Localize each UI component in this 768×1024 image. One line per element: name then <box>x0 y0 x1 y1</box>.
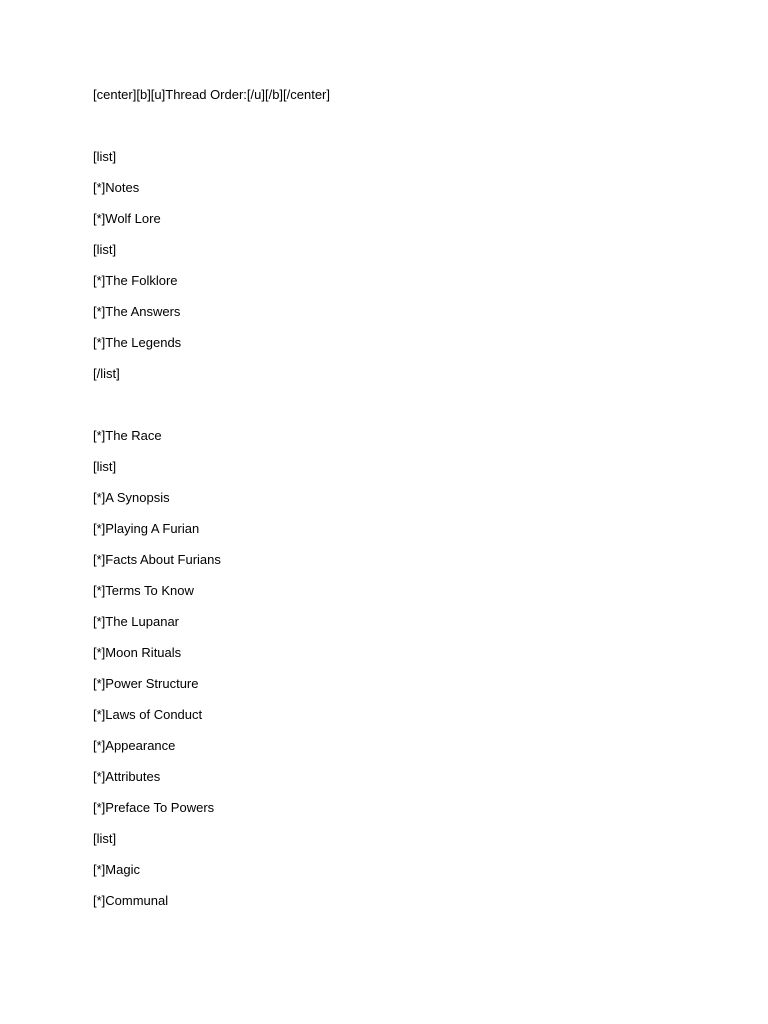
list-item-facts-about-furians: [*]Facts About Furians <box>93 552 221 567</box>
list-item-wolf-lore: [*]Wolf Lore <box>93 211 161 226</box>
list-item-the-folklore: [*]The Folklore <box>93 273 178 288</box>
list-item-the-legends: [*]The Legends <box>93 335 182 350</box>
list-open-tag: [list] <box>93 149 117 164</box>
list-item-appearance: [*]Appearance <box>93 738 176 753</box>
blank-line <box>93 117 693 135</box>
list-item-laws-of-conduct: [*]Laws of Conduct <box>93 707 203 722</box>
list-item-terms-to-know: [*]Terms To Know <box>93 583 194 598</box>
list-item-the-lupanar: [*]The Lupanar <box>93 614 180 629</box>
list-item-the-race: [*]The Race <box>93 428 162 443</box>
list-open-tag: [list] <box>93 831 117 846</box>
list-item-communal: [*]Communal <box>93 893 169 908</box>
list-close-tag: [/list] <box>93 366 120 381</box>
list-item-notes: [*]Notes <box>93 180 140 195</box>
list-item-attributes: [*]Attributes <box>93 769 161 784</box>
list-item-magic: [*]Magic <box>93 862 140 877</box>
list-item-the-answers: [*]The Answers <box>93 304 181 319</box>
list-item-preface-to-powers: [*]Preface To Powers <box>93 800 215 815</box>
blank-line <box>93 396 693 414</box>
list-item-playing-a-furian: [*]Playing A Furian <box>93 521 200 536</box>
list-item-moon-rituals: [*]Moon Rituals <box>93 645 182 660</box>
list-item-power-structure: [*]Power Structure <box>93 676 199 691</box>
list-item-a-synopsis: [*]A Synopsis <box>93 490 170 505</box>
list-open-tag: [list] <box>93 459 117 474</box>
thread-order-heading: [center][b][u]Thread Order:[/u][/b][/center] <box>93 87 331 102</box>
document-body <box>93 86 693 923</box>
list-open-tag: [list] <box>93 242 117 257</box>
